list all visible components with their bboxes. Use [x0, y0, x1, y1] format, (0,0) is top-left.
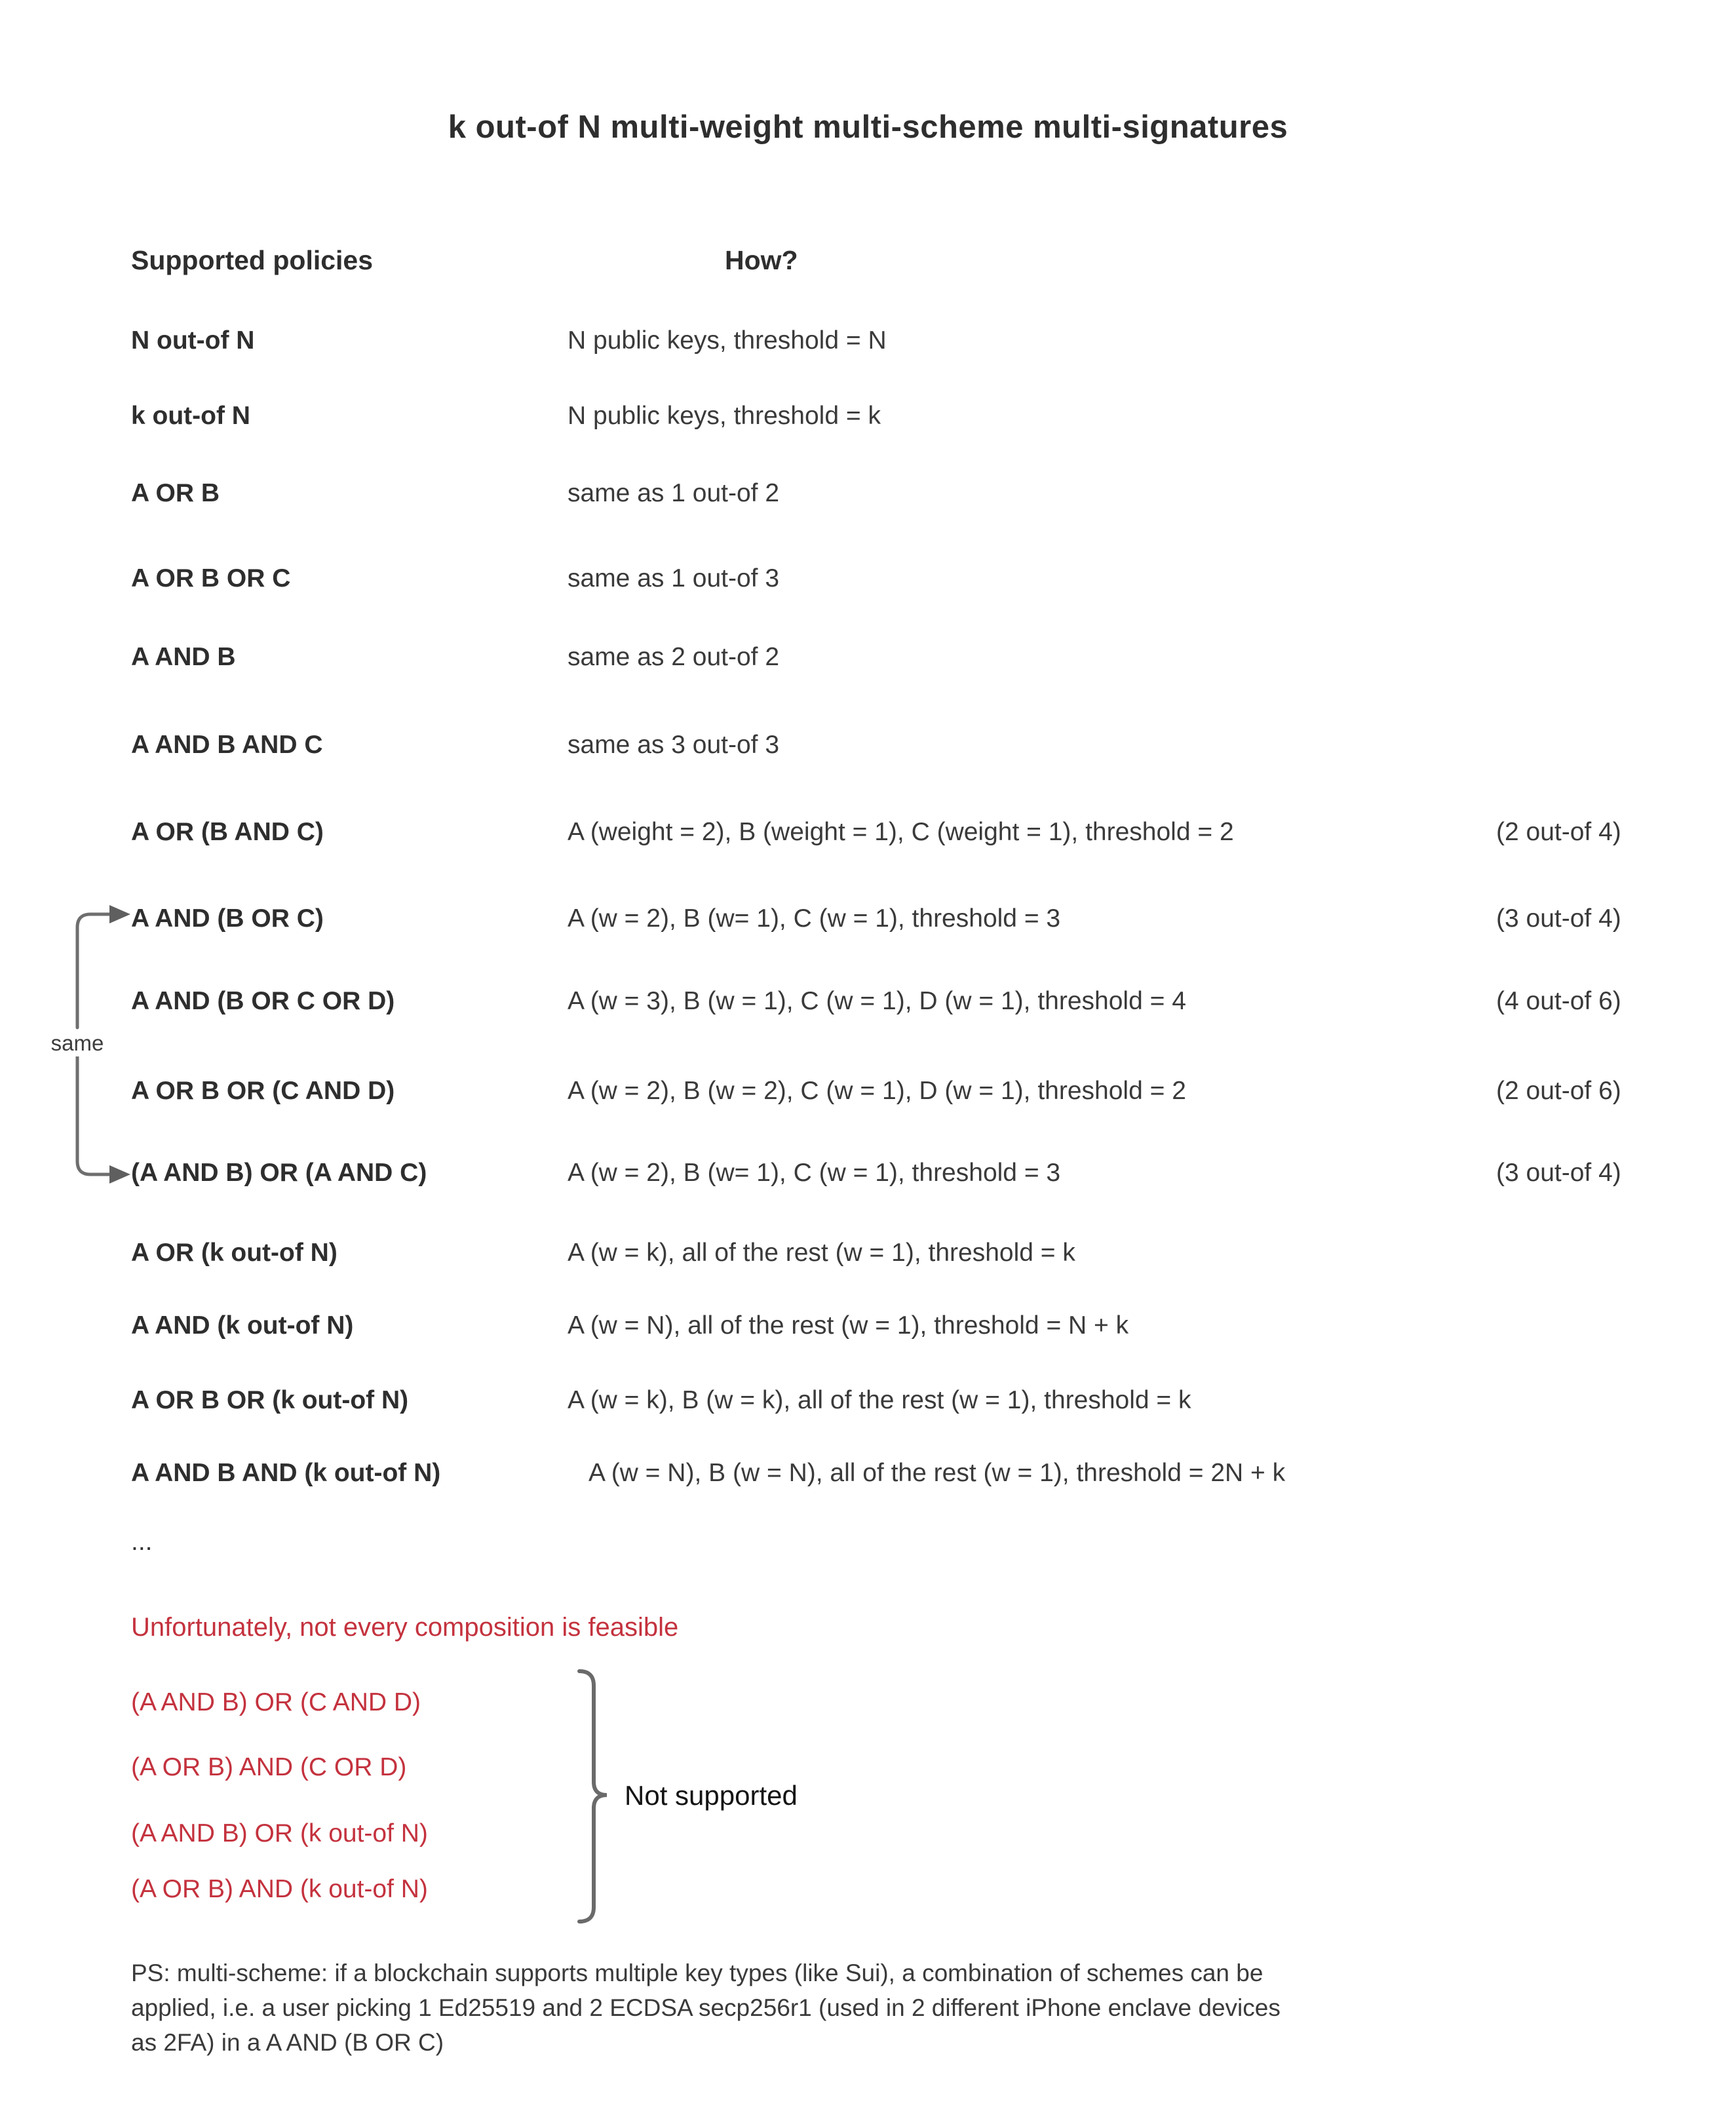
- policy-label: A OR B OR (k out-of N): [131, 1386, 409, 1414]
- ps-note: [131, 1956, 1281, 2060]
- policy-how: N public keys, threshold = N: [568, 326, 887, 355]
- table-row: [0, 399, 1736, 433]
- policy-how: A (weight = 2), B (weight = 1), C (weight = 1), threshold = 2: [568, 818, 1234, 846]
- policy-how: A (w = 2), B (w= 1), C (w = 1), threshold = 3: [568, 904, 1061, 933]
- policy-label: A AND (k out-of N): [131, 1311, 354, 1340]
- column-header-how: How?: [725, 245, 798, 275]
- policy-label: A AND (B OR C OR D): [131, 987, 395, 1015]
- page-title: k out-of N multi-weight multi-scheme multi-signatures: [448, 109, 1288, 145]
- infeasible-heading: Unfortunately, not every composition is feasible: [131, 1613, 679, 1642]
- table-row: [0, 984, 1736, 1018]
- arrow-right-icon: [109, 1165, 130, 1184]
- table-row: [0, 728, 1736, 762]
- policy-label: A OR (k out-of N): [131, 1239, 338, 1267]
- ps-line: as 2FA) in a A AND (B OR C): [131, 2029, 444, 2056]
- table-row: [0, 1383, 1736, 1418]
- policy-label: k out-of N: [131, 402, 250, 430]
- ps-line: applied, i.e. a user picking 1 Ed25519 and 2 ECDSA secp256r1 (used in 2 different iPhone enclave devices: [131, 1994, 1281, 2021]
- table-row: [0, 902, 1736, 936]
- policy-label: A AND B AND (k out-of N): [131, 1459, 441, 1487]
- policy-how: A (w = k), all of the rest (w = 1), threshold = k: [568, 1239, 1075, 1267]
- table-row: [0, 1309, 1736, 1343]
- policy-label: A AND B AND C: [131, 731, 323, 759]
- policy-how: same as 3 out-of 3: [568, 731, 780, 759]
- policy-label: A OR B OR C: [131, 564, 291, 592]
- policy-how: A (w = N), B (w = N), all of the rest (w = 1), threshold = 2N + k: [588, 1459, 1286, 1487]
- policy-label: A AND (B OR C): [131, 904, 324, 933]
- table-row: [0, 1156, 1736, 1190]
- policy-count: (3 out-of 4): [1496, 904, 1621, 933]
- policy-label: A OR B OR (C AND D): [131, 1077, 395, 1105]
- table-row: [0, 1074, 1736, 1108]
- table-row: [0, 1456, 1736, 1490]
- column-header-supported-policies: Supported policies: [131, 245, 374, 275]
- policy-count: (2 out-of 6): [1496, 1077, 1621, 1105]
- policy-how: same as 1 out-of 3: [568, 564, 780, 592]
- policy-label: N out-of N: [131, 326, 255, 355]
- table-row: [0, 1236, 1736, 1270]
- table-ellipsis: ...: [131, 1528, 153, 1556]
- policy-label: A OR (B AND C): [131, 818, 324, 846]
- policy-count: (4 out-of 6): [1496, 987, 1621, 1015]
- table-row: [0, 815, 1736, 849]
- policy-label: A AND B: [131, 643, 236, 671]
- infeasible-item: (A AND B) OR (C AND D): [131, 1688, 421, 1716]
- infeasible-item: (A OR B) AND (C OR D): [131, 1753, 407, 1781]
- policy-how: A (w = k), B (w = k), all of the rest (w = 1), threshold = k: [568, 1386, 1191, 1414]
- policy-how: A (w = 2), B (w= 1), C (w = 1), threshold = 3: [568, 1159, 1061, 1187]
- curly-brace-icon: [577, 1669, 609, 1924]
- policy-label: (A AND B) OR (A AND C): [131, 1159, 427, 1187]
- policy-how: N public keys, threshold = k: [568, 402, 881, 430]
- policy-how: same as 2 out-of 2: [568, 643, 780, 671]
- table-row: [0, 476, 1736, 511]
- arrow-right-icon: [109, 905, 130, 923]
- infeasible-item: (A OR B) AND (k out-of N): [131, 1875, 428, 1903]
- policy-count: (2 out-of 4): [1496, 818, 1621, 846]
- policy-how: A (w = N), all of the rest (w = 1), threshold = N + k: [568, 1311, 1129, 1340]
- table-row: [0, 640, 1736, 674]
- policy-how: A (w = 2), B (w = 2), C (w = 1), D (w = 1), threshold = 2: [568, 1077, 1186, 1105]
- policy-label: A OR B: [131, 479, 220, 507]
- same-annotation-label: same: [36, 1030, 119, 1056]
- table-row: [0, 324, 1736, 358]
- ps-line: PS: multi-scheme: if a blockchain supports multiple key types (like Sui), a combination of schemes can be: [131, 1960, 1263, 1986]
- table-row: [0, 562, 1736, 596]
- infeasible-item: (A AND B) OR (k out-of N): [131, 1819, 428, 1847]
- policy-how: same as 1 out-of 2: [568, 479, 780, 507]
- not-supported-label: Not supported: [625, 1780, 798, 1811]
- policy-how: A (w = 3), B (w = 1), C (w = 1), D (w = 1), threshold = 4: [568, 987, 1186, 1015]
- policy-count: (3 out-of 4): [1496, 1159, 1621, 1187]
